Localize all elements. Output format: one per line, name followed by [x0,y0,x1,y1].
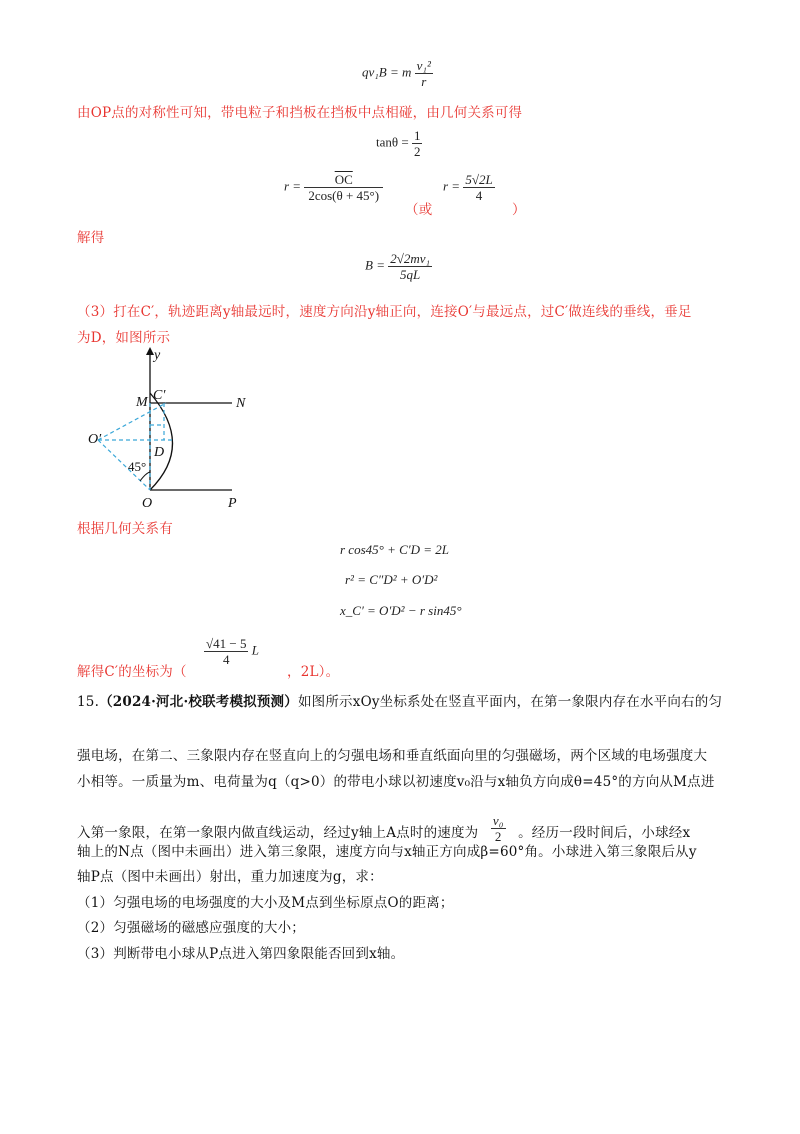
equation-lhs: B = [365,257,385,273]
fraction [412,128,423,159]
paragraph-geometry: 根据几何关系有 [77,521,173,537]
numerator: v₀ [492,813,504,828]
fraction [463,172,494,203]
denominator: 5qL [400,267,421,282]
denominator: r [421,74,427,89]
question-3: （3）判断带电小球从P点进入第四象限能否回到x轴。 [77,946,405,962]
equation-geom-1: r cos45° + C′D = 2L [340,542,450,557]
fraction [415,58,433,89]
geometry-figure [80,345,270,510]
equation-lorentz [362,58,433,89]
problem-15-line5: 轴上的N点（图中未画出）进入第三象限，速度方向与x轴正方向成β=60°角。小球进入第三象限后从y [77,844,697,860]
numerator: 5√2L [465,172,493,187]
equation-geom-2: r² = C″D² + O′D² [345,572,438,587]
numerator: v₁² [416,58,431,73]
equation-B [365,251,432,282]
problem-text: 。经历一段时间后，小球经x [518,825,691,841]
equation-lhs: r = [443,178,461,194]
problem-text: 如图所示xOy坐标系处在竖直平面内，在第一象限内存在水平向右的匀 [297,694,723,710]
denominator: 2 [413,144,421,159]
numerator: $\overline{OC}$ [304,172,383,188]
label-P: P [228,496,237,510]
numerator: 2√2mv₁ [390,251,431,266]
equation-geom-3: x_C′ = O′D² − r sin45° [340,603,462,618]
label-C: C′ [153,388,166,403]
label-O: O [142,496,153,510]
denominator: 2cos(θ + 45°) [308,188,380,203]
label-M: M [136,395,148,410]
equation-lhs: tanθ = [376,134,409,150]
trajectory-arc [150,393,173,490]
y-axis-arrow [146,347,154,355]
problem-15-line2: 强电场，在第二、三象限内存在竖直向上的匀强电场和垂直纸面向里的匀强磁场，两个区域的电场强度大 [77,748,708,764]
coord-fraction [204,636,259,667]
fraction [304,172,383,203]
denominator: 4 [475,188,483,203]
problem-source: （2024·河北·校联考模拟预测） [99,694,298,710]
label-y: y [154,348,161,363]
label-angle: 45° [128,459,147,474]
label-N: N [236,396,246,411]
paragraph-symmetry: 由OP点的对称性可知，带电粒子和挡板在挡板中点相碰，由几何关系可得 [77,105,523,121]
problem-text: 入第一象限，在第一象限内做直线运动，经过y轴上A点时的速度为 [77,825,479,841]
coord-suffix: ，2L）。 [287,664,340,680]
equation-r2 [443,172,495,203]
question-2: （2）匀强磁场的磁感应强度的大小； [77,920,305,936]
fraction [204,636,248,667]
numerator: √41 − 5 [206,636,247,651]
equation-r1 [284,172,383,203]
fraction [388,251,432,282]
question-1: （1）匀强电场的电场强度的大小及M点到坐标原点O的距离； [77,895,454,911]
coord-unit: L [251,642,259,658]
equation-tan [376,128,422,159]
equation-lhs: qv₁B = m [362,64,412,80]
coord-prefix: 解得C′的坐标为（ [77,664,187,680]
label-D: D [154,445,165,460]
numerator: 1 [413,128,421,143]
or-close: ） [512,202,526,218]
label-O1: O′ [88,432,102,447]
problem-number: 15. [77,694,100,710]
jiede-label: 解得 [77,230,105,246]
paragraph-3-line1: （3）打在C′，轨迹距离y轴最远时，速度方向沿y轴正向，连接O′与最远点，过C′做连线的垂线，垂足 [77,304,692,320]
equation-lhs: r = [284,178,302,194]
problem-15-line1 [77,690,722,710]
paragraph-3-line2: 为D，如图所示 [77,330,171,346]
problem-15-line3: 小相等。一质量为m、电荷量为q（q>0）的带电小球以初速度v₀沿与x轴负方向成θ=45°的方向从M点进 [77,774,715,790]
problem-15-line6: 轴P点（图中未画出）射出，重力加速度为g，求： [77,869,383,885]
denominator: 4 [222,652,230,667]
or-open: （或 [405,202,433,218]
dashed-O1-C [98,403,166,440]
denominator: 2 [494,829,502,844]
